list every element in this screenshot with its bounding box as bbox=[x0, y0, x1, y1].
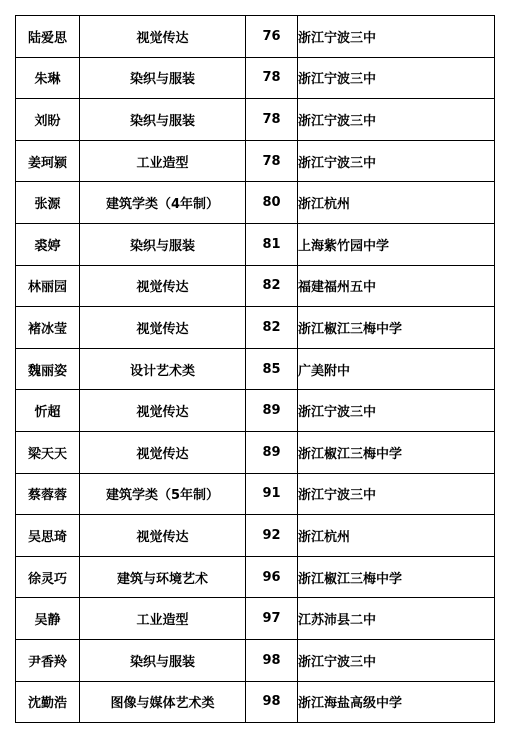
table-row bbox=[16, 223, 495, 265]
student-name-cell: 褚冰莹 bbox=[16, 307, 80, 349]
table-row bbox=[16, 182, 495, 224]
student-name-cell: 吴静 bbox=[16, 598, 80, 640]
major-cell: 设计艺术类 bbox=[80, 348, 246, 390]
major-cell: 染织与服装 bbox=[80, 639, 246, 681]
score-cell: 78 bbox=[246, 140, 298, 182]
score-cell: 82 bbox=[246, 307, 298, 349]
student-name-cell: 沈勤浩 bbox=[16, 681, 80, 723]
table-row bbox=[16, 598, 495, 640]
table-row bbox=[16, 16, 495, 58]
table-row bbox=[16, 140, 495, 182]
major-cell: 视觉传达 bbox=[80, 265, 246, 307]
major-cell: 建筑学类（4年制） bbox=[80, 182, 246, 224]
score-cell: 85 bbox=[246, 348, 298, 390]
school-cell: 浙江宁波三中 bbox=[298, 57, 495, 99]
results-table bbox=[15, 15, 495, 723]
score-cell: 76 bbox=[246, 16, 298, 58]
score-cell: 97 bbox=[246, 598, 298, 640]
student-name-cell: 徐灵巧 bbox=[16, 556, 80, 598]
student-name-cell: 蔡蓉蓉 bbox=[16, 473, 80, 515]
major-cell: 工业造型 bbox=[80, 598, 246, 640]
score-cell: 92 bbox=[246, 515, 298, 557]
school-cell: 浙江宁波三中 bbox=[298, 390, 495, 432]
table-row bbox=[16, 99, 495, 141]
major-cell: 染织与服装 bbox=[80, 99, 246, 141]
student-name-cell: 张源 bbox=[16, 182, 80, 224]
table-row bbox=[16, 639, 495, 681]
school-cell: 浙江宁波三中 bbox=[298, 16, 495, 58]
score-cell: 89 bbox=[246, 390, 298, 432]
score-cell: 78 bbox=[246, 57, 298, 99]
score-cell: 98 bbox=[246, 639, 298, 681]
student-name-cell: 刘盼 bbox=[16, 99, 80, 141]
table-row bbox=[16, 265, 495, 307]
results-table-body bbox=[16, 16, 495, 723]
student-name-cell: 尹香羚 bbox=[16, 639, 80, 681]
school-cell: 上海紫竹园中学 bbox=[298, 223, 495, 265]
score-cell: 80 bbox=[246, 182, 298, 224]
major-cell: 视觉传达 bbox=[80, 390, 246, 432]
major-cell: 图像与媒体艺术类 bbox=[80, 681, 246, 723]
table-row bbox=[16, 390, 495, 432]
table-row bbox=[16, 681, 495, 723]
score-cell: 89 bbox=[246, 431, 298, 473]
school-cell: 浙江杭州 bbox=[298, 515, 495, 557]
score-cell: 81 bbox=[246, 223, 298, 265]
school-cell: 福建福州五中 bbox=[298, 265, 495, 307]
major-cell: 视觉传达 bbox=[80, 431, 246, 473]
school-cell: 浙江宁波三中 bbox=[298, 639, 495, 681]
school-cell: 浙江椒江三梅中学 bbox=[298, 556, 495, 598]
student-name-cell: 陆爱思 bbox=[16, 16, 80, 58]
major-cell: 视觉传达 bbox=[80, 16, 246, 58]
student-name-cell: 吴思琦 bbox=[16, 515, 80, 557]
school-cell: 广美附中 bbox=[298, 348, 495, 390]
student-name-cell: 林丽园 bbox=[16, 265, 80, 307]
major-cell: 染织与服装 bbox=[80, 223, 246, 265]
table-row bbox=[16, 431, 495, 473]
student-name-cell: 梁天天 bbox=[16, 431, 80, 473]
table-row bbox=[16, 473, 495, 515]
major-cell: 建筑学类（5年制） bbox=[80, 473, 246, 515]
table-row bbox=[16, 348, 495, 390]
table-row bbox=[16, 515, 495, 557]
score-cell: 96 bbox=[246, 556, 298, 598]
school-cell: 浙江宁波三中 bbox=[298, 473, 495, 515]
school-cell: 浙江杭州 bbox=[298, 182, 495, 224]
score-cell: 91 bbox=[246, 473, 298, 515]
major-cell: 建筑与环境艺术 bbox=[80, 556, 246, 598]
score-cell: 82 bbox=[246, 265, 298, 307]
table-row bbox=[16, 57, 495, 99]
school-cell: 浙江椒江三梅中学 bbox=[298, 307, 495, 349]
major-cell: 视觉传达 bbox=[80, 515, 246, 557]
school-cell: 浙江海盐高级中学 bbox=[298, 681, 495, 723]
score-cell: 78 bbox=[246, 99, 298, 141]
school-cell: 浙江宁波三中 bbox=[298, 99, 495, 141]
major-cell: 染织与服装 bbox=[80, 57, 246, 99]
school-cell: 浙江宁波三中 bbox=[298, 140, 495, 182]
major-cell: 视觉传达 bbox=[80, 307, 246, 349]
student-name-cell: 魏丽姿 bbox=[16, 348, 80, 390]
table-row bbox=[16, 307, 495, 349]
student-name-cell: 姜珂颍 bbox=[16, 140, 80, 182]
student-name-cell: 朱琳 bbox=[16, 57, 80, 99]
table-row bbox=[16, 556, 495, 598]
school-cell: 江苏沛县二中 bbox=[298, 598, 495, 640]
school-cell: 浙江椒江三梅中学 bbox=[298, 431, 495, 473]
student-name-cell: 忻超 bbox=[16, 390, 80, 432]
student-name-cell: 裘婷 bbox=[16, 223, 80, 265]
score-cell: 98 bbox=[246, 681, 298, 723]
major-cell: 工业造型 bbox=[80, 140, 246, 182]
